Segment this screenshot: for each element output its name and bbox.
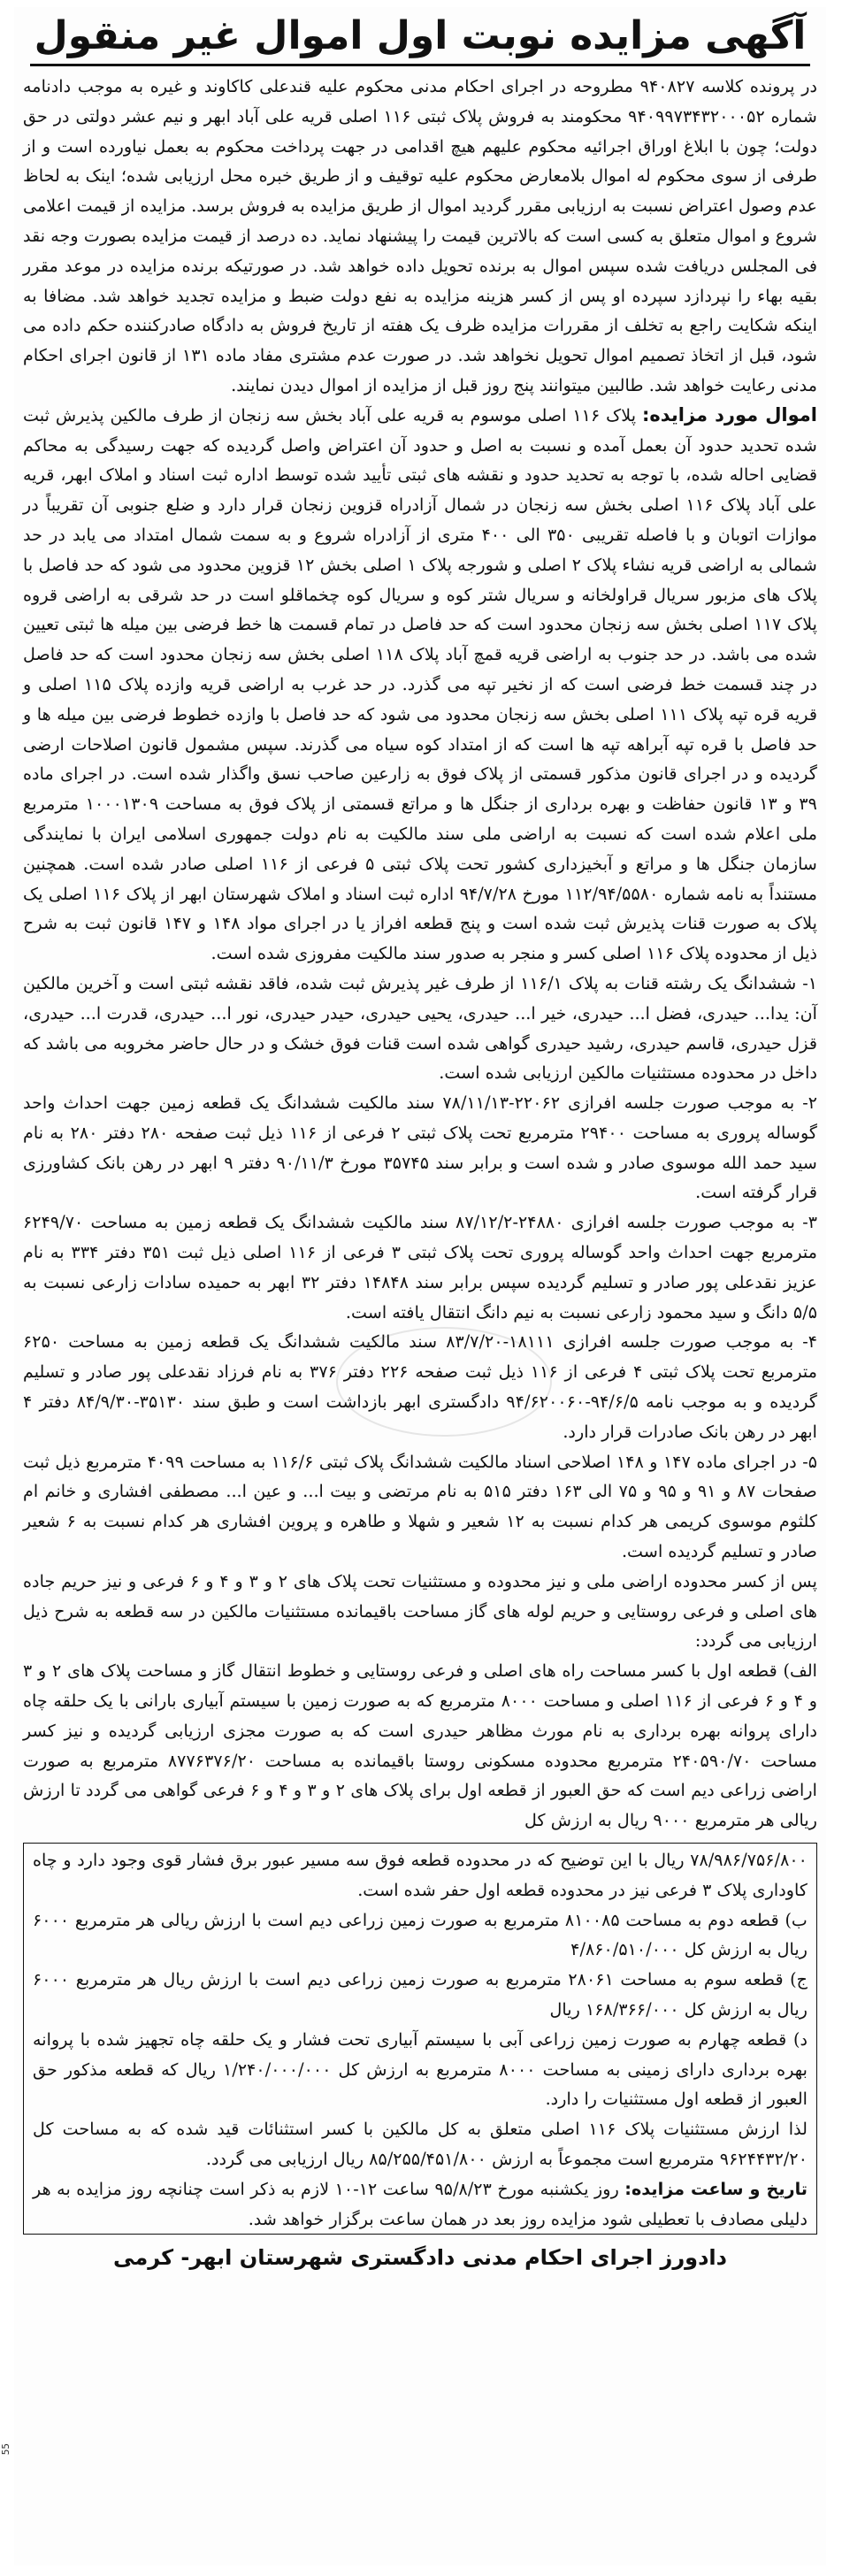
side-page-mark: 55 [0,2443,11,2456]
subject-paragraph [23,401,817,969]
list-item: ۴- به موجب صورت جلسه افرازی ۱۸۱۱۱-۸۳/۷/۲۰ سند مالکیت ششدانگ یک قطعه زمین به مساحت ۶۲۵۰ مترمربع تحت پلاک ثبتی ۴ فرعی از ۱۱۶ ذیل ثبت صفحه ۲۲۶ دفتر ۳۷۶ به نام فرزاد نقدعلی پور صادر و تسلیم گردیده و به موجب نامه ۹۴/۶/۵-۹۴/۶۲۰۰۶۰ دادگستری ابهر بازداشت است و طبق سند ۳۵۱۳۰-۸۴/۹/۳۰ دفتر ۴ ابهر در رهن بانک صادرات قرار دارد. [23,1331,817,1442]
box-line: ب) قطعه دوم به مساحت ۸۱۰۰۸۵ مترمربع به صورت زمین زراعی دیم است با ارزش ریالی هر مترمربع ۶۰۰۰ ریال به ارزش کل ۴/۸۶۰/۵۱۰/۰۰۰ [33,1909,808,1960]
subject-text: پلاک ۱۱۶ اصلی موسوم به قریه علی آباد بخش سه زنجان از طرف مالکین پذیرش ثبت شده تحدید حدود آن بعمل آمده و نسبت به اصل و حدود آن اعتراض واصل گردیده که جهت رسیدگی به محاکم قضایی احاله شده، با توجه به تحدید حدود و نقشه های ثبتی تأیید شده توسط اداره ثبت اسناد و املاک ابهر، قریه علی آباد پلاک ۱۱۶ اصلی بخش سه زنجان در شمال آزادراه قزوین زنجان قرار دارد و ضلع جنوبی آن تقریباً در موازات اتوبان و با فاصله تقریبی ۳۵۰ الی ۴۰۰ متری از آزادراه شروع و به سمت شمال امتداد می یابد در حد شمالی به اراضی قریه نشاء پلاک ۲ اصلی و شورجه پلاک ۱ اصلی بخش ۱۲ قزوین محدود می شود که حد فاصل با پلاک های مزبور سریال قراولخانه و سریال شتر کوه و سریال کوه چخماقلو است در حد شرقی به اراضی قروه پلاک ۱۱۷ اصلی بخش سه زنجان محدود است که حد فاصل در تمام قسمت ها خط فرضی بین میله ها ثبتی تعیین شده می باشد. در حد جنوب به اراضی قریه قمچ آباد پلاک ۱۱۸ اصلی بخش سه زنجان محدود است که حد فاصل در چند قسمت خط فرضی است که از نخیر تپه می گذرد. در حد غرب به اراضی قریه وازده پلاک ۱۱۵ اصلی و قریه قره تپه پلاک ۱۱۱ اصلی بخش سه زنجان محدود می شود که حد فاصل با وازده خطوط فرضی بین میله ها و حد فاصل با قره تپه آبراهه تپه ها است که از امتداد کوه سیاه می گذرند. سپس مشمول قانون اصلاحات ارضی گردیده و در اجرای قانون مذکور قسمتی از پلاک فوق به زارعین صاحب نسق واگذار شده است. در اجرای ماده ۳۹ و ۱۳ قانون حفاظت و بهره برداری از جنگل ها و مراتع قسمتی از پلاک فوق به مساحت ۱۰۰۰۱۳۰۹ مترمربع ملی اعلام شده است که نسبت به اراضی ملی سند مالکیت به نام دولت جمهوری اسلامی ایران با نمایندگی سازمان جنگل ها و مراتع و آبخیزداری کشور تحت پلاک ثبتی ۵ فرعی از ۱۱۶ اصلی صادر شده است. همچنین مستنداً به نامه شماره ۱۱۲/۹۴/۵۵۸۰ مورخ ۹۴/۷/۲۸ اداره ثبت اسناد و املاک شهرستان ابهر از پلاک ۱۱۶ اصلی یک پلاک به صورت قنات پذیرش ثبت شده است و پنج قطعه افراز یا در اجرای مواد ۱۴۸ و ۱۴۷ قانون ثبت به شرح ذیل از محدوده پلاک ۱۱۶ اصلی کسر و منجر به صدور سند مالکیت مفروزی شده است. [23,404,818,964]
parcel-a-paragraph: الف) قطعه اول با کسر مساحت راه های اصلی و فرعی روستایی و خطوط انتقال گاز و مساحت پلاک های ۲ و ۳ و ۴ و ۶ فرعی از ۱۱۶ اصلی و مساحت ۸۰۰۰ مترمربع که به صورت زمین با سیستم آبیاری بارانی با یک حلقه چاه دارای پروانه بهره برداری به نام مورث مظاهر حیدری است که به صورت مجزی ارزیابی گردیده و نیز کسر مساحت ۲۴۰۵۹۰/۷۰ مترمربع محدوده مسکونی روستا باقیمانده به مساحت ۸۷۷۶۳۷۶/۲۰ مترمربع به صورت اراضی زراعی دیم است که حق العبور از قطعه اول برای پلاک های ۲ و ۳ و ۴ و ۶ فرعی گواهی می گردد تا ارزش ریالی هر مترمربع ۹۰۰۰ ریال به ارزش کل [23,1660,818,1831]
datetime-heading: تاریخ و ساعت مزایده: [624,2178,808,2199]
list-item: ۵- در اجرای ماده ۱۴۷ و ۱۴۸ اصلاحی اسناد مالکیت ششدانگ پلاک ثبتی ۱۱۶/۶ به مساحت ۴۰۹۹ مترمربع ذیل ثبت صفحات ۸۷ و ۹۱ و ۹۵ و ۷۵ الی ۱۶۳ دفتر ۵۱۵ به نام مرتضی و بیت ا... و عین ا... مصطفی افشاری و خانم ام کلثوم موسوی کریمی هر کدام نسبت به ۱۲ شعیر و شهلا و طاهره و پروین افشاری هر کدام نسبت به ۶ شعیر صادر و تسلیم گردیده است. [23,1451,817,1562]
list-item: ۱- ششدانگ یک رشته قنات به پلاک ۱۱۶/۱ از طرف غیر پذیرش ثبت شده، فاقد نقشه ثبتی است و آخرین مالکین آن: یدا... حیدری، فضل ا... حیدری، خیر ا... حیدری، یحیی حیدری، حیدر حیدری، نور ا... حیدری، قدرت ا... حیدری، قزل حیدری، قاسم حیدری، رشید حیدری گواهی شده است قنات فوق خشک و در حال حاضر مخروبه می باشد که داخل در محدوده مستثنیات مالکین ارزیابی شده است. [23,972,817,1084]
notice-sheet [14,7,826,2565]
box-line: لذا ارزش مستثنیات پلاک ۱۱۶ اصلی متعلق به کل مالکین با کسر استثنائات قید شده که به مساحت کل ۹۶۲۴۴۳۲/۲۰ مترمربع است مجموعاً به ارزش ۸۵/۲۵۵/۴۵۱/۸۰۰ ریال ارزیابی می گردد. [33,2119,808,2169]
intro-paragraph: در پرونده کلاسه ۹۴۰۸۲۷ مطروحه در اجرای احکام مدنی محکوم علیه قندعلی کاکاوند و غیره به موجب دادنامه شماره ۹۴۰۹۹۷۳۴۳۲۰۰۰۵۲ محکومند به فروش پلاک ثبتی ۱۱۶ اصلی قریه علی آباد ابهر و نیم عشر دولتی در حق دولت؛ چون با ابلاغ اوراق اجرائیه محکوم علیهم هیچ اقدامی در جهت پرداخت محکوم به بعمل نیاورده است و از طرفی از سوی محکوم له اموال بلامعارض محکوم علیه توقیف و از طریق خبره محل ارزیابی شده؛ اینک به لحاظ عدم وصول اعتراض نسبت به ارزیابی مقرر گردید اموال از طریق مزایده به فروش برسد. مزایده از قیمت اعلامی شروع و اموال متعلق به کسی است که بالاترین قیمت را پیشنهاد نماید. ده درصد از قیمت مزایده بصورت وجه نقد فی المجلس دریافت شده سپس اموال به برنده تحویل داده خواهد شد. در صورتیکه برنده مزایده در موعد مقرر بقیه بهاء را نپردازد سپرده او پس از کسر هزینه مزایده به نفع دولت ضبط و مزایده تجدید خواهد شد. مضافا به اینکه شکایت راجع به تخلف از مقررات مزایده ظرف یک هفته از تاریخ فروش به دادگاه صادرکننده حکم داده می شود، قبل از اتخاذ تصمیم اموال تحویل نخواهد شد. در صورت عدم مشتری مفاد ماده ۱۳۱ از قانون اجرای احکام مدنی رعایت خواهد شد. طالبین میتوانند پنج روز قبل از مزایده از اموال دیدن نمایند. [23,76,818,395]
signature-line: دادورز اجرای احکام مدنی دادگستری شهرستان ابهر- کرمی [113,2245,727,2271]
datetime-paragraph [33,2174,808,2235]
remainder-paragraph: پس از کسر محدوده اراضی ملی و نیز محدوده و مستثنیات تحت پلاک های ۲ و ۳ و ۴ و ۶ فرعی و نیز حریم جاده های اصلی و فرعی روستایی و حریم لوله های گاز مساحت باقیمانده مستثنیات مالکین در سه قطعه به شرح ذیل ارزیابی می گردد: [23,1570,818,1652]
valuation-box [23,1843,817,2235]
box-line: د) قطعه چهارم به صورت زمین زراعی آبی با سیستم آبیاری تحت فشار و یک حلقه چاه تجهیز شده با پروانه بهره برداری دارای زمینی به مساحت ۸۰۰۰ مترمربع به ارزش کل ۱/۲۴۰/۰۰۰/۰۰۰ ریال که قطعه مذکور حق العبور از قطعه اول مستثنیات را دارد. [33,2028,808,2110]
notice-title: آگهی مزایده نوبت اول اموال غیر منقول [34,13,807,58]
notice-body [14,72,826,2235]
list-item: ۲- به موجب صورت جلسه افرازی ۲۲۰۶۲-۷۸/۱۱/۱۳ سند مالکیت ششدانگ یک قطعه زمین جهت احداث واحد گوساله پروری به مساحت ۲۹۴۰۰ مترمربع تحت پلاک ثبتی ۲ فرعی از ۱۱۶ ذیل ثبت صفحه ۲۸۰ دفتر ۲۸۰ به نام سید حمد الله موسوی صادر و شده است و برابر سند ۳۵۷۴۵ مورخ ۹۰/۱۱/۳ دفتر ۹ ابهر در رهن بانک کشاورزی قرار گرفته است. [23,1092,818,1203]
title-divider [30,64,810,66]
box-line: ج) قطعه سوم به مساحت ۲۸۰۶۱ مترمربع به صورت زمین زراعی دیم است با ارزش ریال هر مترمربع ۶۰۰۰ ریال به ارزش کل ۱۶۸/۳۶۶/۰۰۰ ریال [33,1969,808,2020]
datetime-text: روز یکشنبه مورخ ۹۵/۸/۲۳ ساعت ۱۲-۱۰ لازم به ذکر است چنانچه روز مزایده به هر دلیلی مصادف با تعطیلی شود مزایده روز بعد در همان ساعت برگزار خواهد شد. [33,2178,808,2229]
subject-heading: اموال مورد مزایده: [641,403,817,426]
box-line: ۷۸/۹۸۶/۷۵۶/۸۰۰ ریال با این توضیح که در محدوده قطعه فوق سه مسیر عبور برق فشار قوی وجود دارد و چاه کاوداری پلاک ۳ فرعی نیز در محدوده قطعه اول حفر شده است. [33,1850,808,1900]
list-item: ۳- به موجب صورت جلسه افرازی ۲۴۸۸۰-۸۷/۱۲/۲ سند مالکیت ششدانگ یک قطعه زمین به مساحت ۶۲۴۹/۷۰ مترمربع جهت احداث واحد گوساله پروری تحت پلاک ثبتی ۳ فرعی از ۱۱۶ اصلی ذیل ثبت ۳۵۱ دفتر ۳۳۴ به نام عزیز نقدعلی پور صادر و تسلیم گردیده سپس برابر سند ۱۴۸۴۸ دفتر ۳۲ ابهر به حمیده سادات زارعی نسبت به ۵/۵ دانگ و سید محمود زارعی نسبت به نیم دانگ انتقال یافته است. [23,1212,817,1322]
